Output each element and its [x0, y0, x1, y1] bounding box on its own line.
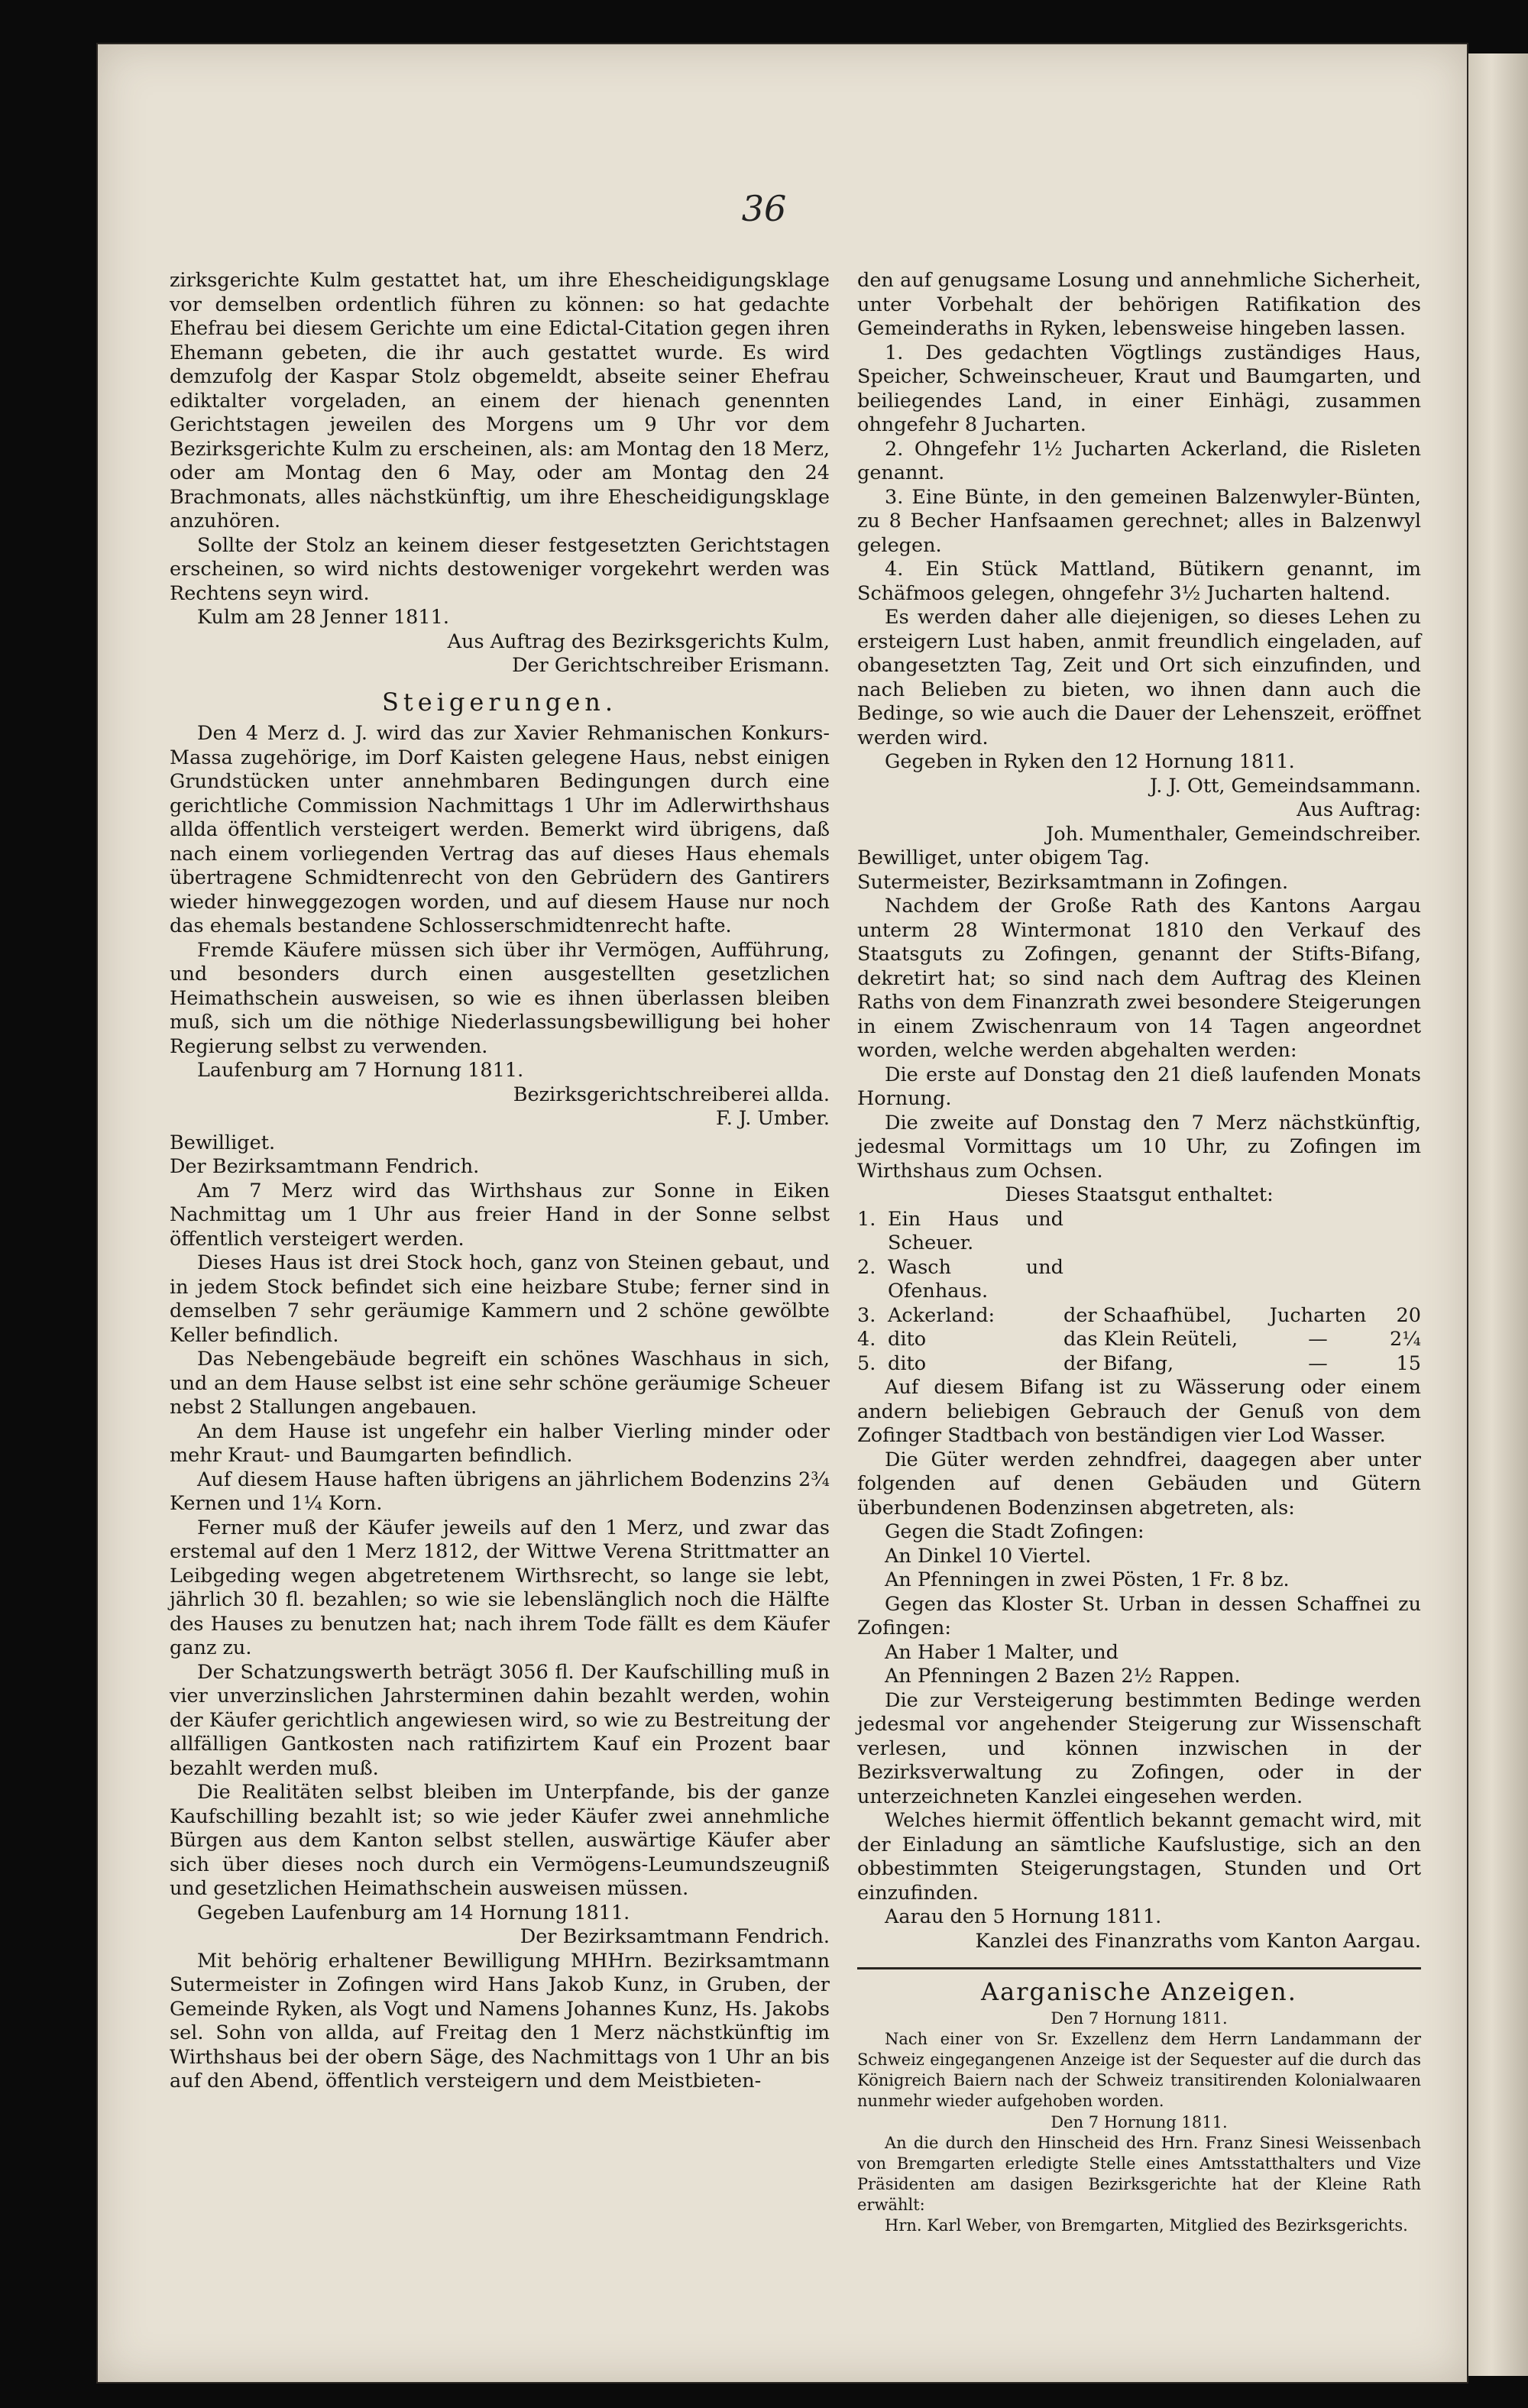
- paragraph: Der Gerichtschreiber Erismann.: [512, 654, 830, 677]
- announcement-date: Den 7 Hornung 1811.: [1050, 2008, 1228, 2028]
- paragraph: An Haber 1 Malter, und: [885, 1640, 1118, 1664]
- paragraph: Den 4 Merz d. J. wird das zur Xavier Rehmanischen Konkurs-Massa zugehörige, im Dorf Kaisten gelegene Haus, nebst einigen Grundstücken unter annehmbaren Bedingungen durch eine gerichtliche Commission Nachmittags 1 Uhr im Adlerwirthshaus allda öffentlich versteigert werden. Bemerkt wird übrigens, daß nach einem vorliegenden Vertrag das auf dieses Haus ehemals übertragene Schmidtenrecht von den Gebrüdern des Gantirers wieder hinweggezogen worden, und auf diesem Hause nur noch das ehemals bestandene Schlosserschmidtenrecht hafte.: [170, 722, 830, 937]
- paragraph: 3. Eine Bünte, in den gemeinen Balzenwyler-Bünten, zu 8 Becher Hanfsaamen gerechnet; alles in Balzenwyl gelegen.: [857, 485, 1421, 557]
- estate-item: [857, 1352, 1421, 1377]
- paragraph: zirksgerichte Kulm gestattet hat, um ihre Ehescheidigungsklage vor demselben ordentlich führen zu können: so hat gedachte Ehefrau bei diesem Gerichte um eine Edictal-Citation gegen ihren Ehemann gebeten, die ihr auch gestattet wurde. Es wird demzufolg der Kaspar Stolz obgemeldt, abseite seiner Ehefrau ediktalter vorgeladen, an einem der hienach genennten Gerichtstagen jeweilen des Morgens um 9 Uhr vor dem Bezirksgerichte Kulm zu erscheinen, als: am Montag den 18 Merz, oder am Montag den 6 May, oder am Montag den 24 Brachmonats, alles nächstkünftig, um ihre Ehescheidigungsklage anzuhören.: [170, 269, 830, 532]
- estate-item-c: [1268, 1208, 1368, 1256]
- estate-item: [857, 1304, 1421, 1329]
- left-column: [170, 269, 830, 2094]
- estate-item-b: [1063, 1256, 1268, 1304]
- estate-item-a: dito: [888, 1351, 927, 1375]
- estate-item-d: 20: [1396, 1303, 1421, 1327]
- paragraph: Das Nebengebäude begreift ein schönes Waschhaus in sich, und an dem Hause selbst ist eine sehr schöne geräumige Scheuer nebst 2 Stallungen angebauen.: [170, 1348, 830, 1419]
- paragraph: Die Güter werden zehndfrei, daagegen aber unter folgenden auf denen Gebäuden und Gütern überbundenen Bodenzinsen abgetreten, als:: [857, 1448, 1421, 1520]
- announcement-appointee: Hrn. Karl Weber, von Bremgarten, Mitglied des Bezirksgerichts.: [885, 2215, 1408, 2235]
- estate-item: [857, 1256, 1421, 1304]
- estate-item-c: —: [1308, 1351, 1328, 1375]
- estate-item-b: das Klein Reüteli,: [1063, 1328, 1238, 1351]
- page-number: 36: [741, 188, 787, 229]
- paragraph: Fremde Käufere müssen sich über ihr Vermögen, Aufführung, und besonders durch einen ausgestellten gesetzlichen Heimathschein ausweisen, so wie es ihnen überlassen bleiben muß, sich um die nöthige Niederlassungsbewilligung bei hoher Regierung selbst zu verwenden.: [170, 938, 830, 1058]
- estate-item-c: —: [1308, 1328, 1328, 1351]
- paragraph: Gegen das Kloster St. Urban in dessen Schaffnei zu Zofingen:: [857, 1592, 1421, 1639]
- paragraph: F. J. Umber.: [716, 1107, 830, 1130]
- estate-items-list: [857, 1208, 1421, 1377]
- paragraph: 4. Ein Stück Mattland, Bütikern genannt, im Schäfmoos gelegen, ohngefehr 3½ Jucharten haltend.: [857, 558, 1421, 605]
- paragraph: Sutermeister, Bezirksamtmann in Zofingen.: [857, 870, 1289, 894]
- paragraph: Sollte der Stolz an keinem dieser festgesetzten Gerichtstagen erscheinen, so wird nichts destoweniger vorgekehrt werden was Rechtens seyn wird.: [170, 533, 830, 605]
- estate-item-d: [1368, 1256, 1421, 1304]
- paragraph: An Pfenningen in zwei Pösten, 1 Fr. 8 bz.: [885, 1568, 1290, 1591]
- paragraph: Nachdem der Große Rath des Kantons Aargau unterm 28 Wintermonat 1810 den Verkauf des Staatsguts zu Zofingen, genannt der Stifts-Bifang, dekretirt hat; so sind nach dem Auftrag des Kleinen Raths von dem Finanzrath zwei besondere Steigerungen in einem Zwischenraum von 14 Tagen angeordnet worden, welche werden abgehalten werden:: [857, 895, 1421, 1062]
- paragraph: Bewilliget.: [170, 1131, 276, 1154]
- announcement-text: Nach einer von Sr. Exzellenz dem Herrn Landammann der Schweiz eingegangenen Anzeige ist der Sequester auf die durch das Königreich Baiern nach der Schweiz transitirenden Kolonialwaaren nunmehr wieder aufgehoben worden.: [857, 2029, 1421, 2110]
- estate-item-n: 4.: [857, 1328, 876, 1351]
- paragraph: Die zweite auf Donstag den 7 Merz nächstkünftig, jedesmal Vormittags um 10 Uhr, zu Zofingen im Wirthshaus zum Ochsen.: [857, 1111, 1421, 1183]
- estate-item: [857, 1328, 1421, 1352]
- paragraph: Der Bezirksamtmann Fendrich.: [520, 1925, 830, 1948]
- paragraph: Aus Auftrag des Bezirksgerichts Kulm,: [447, 630, 830, 653]
- paragraph: Joh. Mumenthaler, Gemeindschreiber.: [1046, 822, 1421, 846]
- paragraph: Ferner muß der Käufer jeweils auf den 1 Merz, und zwar das erstemal auf den 1 Merz 1812, der Wittwe Verena Strittmatter an Leibgeding wegen abgetretenem Wirthsrecht, so lange sie lebt, jährlich 30 fl. bezahlen; so wie sie lebenslänglich noch die Hälfte des Hauses zu benutzen hat; nach ihrem Tode fällt es dem Käufer ganz zu.: [170, 1516, 830, 1659]
- paragraph: Dieses Staatsgut enthaltet:: [1005, 1183, 1274, 1206]
- paragraph: Aarau den 5 Hornung 1811.: [885, 1905, 1162, 1928]
- estate-item-b: der Bifang,: [1063, 1351, 1174, 1375]
- estate-item-c: [1268, 1256, 1368, 1304]
- estate-item-a: Wasch und Ofenhaus.: [888, 1255, 1063, 1303]
- paragraph: Gegeben Laufenburg am 14 Hornung 1811.: [197, 1901, 630, 1924]
- paragraph: J. J. Ott, Gemeindsammann.: [1150, 774, 1421, 798]
- paragraph: Welches hiermit öffentlich bekannt gemacht wird, mit der Einladung an sämtliche Kaufslustige, sich an den obbestimmten Steigerungstagen, Stunden und Ort einzufinden.: [857, 1809, 1421, 1905]
- paragraph: 1. Des gedachten Vögtlings zuständiges Haus, Speicher, Schweinscheuer, Kraut und Baumgarten, und beiliegendes Land, in einer Einhägi, zusammen ohngefehr 8 Jucharten.: [857, 341, 1421, 436]
- paragraph: Der Schatzungswerth beträgt 3056 fl. Der Kaufschilling muß in vier unverzinslichen Jahrsterminen dahin bezahlt werden, wohin der Käufer gerichtlich angewiesen wird, so wie zu Bestreitung der allfälligen Gantkosten nach ratifizirtem Kauf ein Prozent baar bezahlt werden muß.: [170, 1660, 830, 1780]
- paragraph: Bewilliget, unter obigem Tag.: [857, 846, 1150, 869]
- paragraph: Die erste auf Donstag den 21 dieß laufenden Monats Hornung.: [857, 1063, 1421, 1110]
- right-column-notices-continued: [857, 1376, 1421, 1953]
- estate-item-c: Jucharten: [1269, 1303, 1367, 1327]
- estate-item-d: 15: [1396, 1351, 1421, 1375]
- right-column: [857, 269, 1421, 2236]
- estate-item-a: Ackerland:: [888, 1303, 995, 1327]
- paragraph: den auf genugsame Losung und annehmliche Sicherheit, unter Vorbehalt der behörigen Ratifikation des Gemeinderaths in Ryken, lebensweise hingeben lassen.: [857, 269, 1421, 340]
- paragraph: An dem Hause ist ungefehr ein halber Vierling minder oder mehr Kraut- und Baumgarten befindlich.: [170, 1419, 830, 1467]
- section-heading: Steigerungen.: [381, 687, 618, 717]
- estate-item-n: 3.: [857, 1303, 876, 1327]
- next-page-edge: [1467, 53, 1528, 2376]
- paragraph: Kulm am 28 Jenner 1811.: [197, 606, 449, 629]
- estate-item-d: 2¼: [1390, 1328, 1421, 1351]
- estate-item-b: [1063, 1208, 1268, 1256]
- paragraph: Der Bezirksamtmann Fendrich.: [170, 1155, 480, 1178]
- paragraph: Am 7 Merz wird das Wirthshaus zur Sonne in Eiken Nachmittag um 1 Uhr aus freier Hand in der Sonne selbst öffentlich versteigert werden.: [170, 1179, 830, 1251]
- paragraph: 2. Ohngefehr 1½ Jucharten Ackerland, die Risleten genannt.: [857, 437, 1421, 484]
- paragraph: Die Realitäten selbst bleiben im Unterpfande, bis der ganze Kaufschilling bezahlt ist; so wie jeder Käufer zwei annehmliche Bürgen aus dem Kanton selbst stellen, auswärtige Käufer aber sich über dieses noch durch ein Vermögens-Leumundszeugniß und gesetzlichen Heimathschein ausweisen müssen.: [170, 1781, 830, 1900]
- paragraph: Auf diesem Bifang ist zu Wässerung oder einem andern beliebigen Gebrauch der Genuß von dem Zofinger Stadtbach von beständigen vier Lod Wasser.: [857, 1376, 1421, 1447]
- paragraph: An Dinkel 10 Viertel.: [885, 1544, 1092, 1568]
- paragraph: Aus Auftrag:: [1297, 798, 1421, 821]
- paragraph: Gegen die Stadt Zofingen:: [885, 1520, 1144, 1543]
- paragraph: Gegeben in Ryken den 12 Hornung 1811.: [885, 750, 1295, 773]
- paragraph: Kanzlei des Finanzraths vom Kanton Aargau.: [975, 1929, 1421, 1953]
- estate-item: [857, 1208, 1421, 1256]
- estate-item-a: dito: [888, 1328, 927, 1351]
- estate-item-n: 1.: [857, 1207, 876, 1231]
- announcements-heading: Aarganische Anzeigen.: [981, 1977, 1297, 2006]
- estate-item-d: [1368, 1208, 1421, 1256]
- announcement-date: Den 7 Hornung 1811.: [1050, 2112, 1228, 2131]
- section-divider: [857, 1967, 1421, 1969]
- estate-item-n: 5.: [857, 1351, 876, 1375]
- paragraph: Auf diesem Hause haften übrigens an jährlichem Bodenzins 2¾ Kernen und 1¼ Korn.: [170, 1468, 830, 1515]
- paragraph: Die zur Versteigerung bestimmten Bedinge werden jedesmal vor angehender Steigerung zur Wissenschaft verlesen, und können inzwischen in der Bezirksverwaltung zu Zofingen, oder in der unterzeichneten Kanzlei eingesehen werden.: [857, 1688, 1421, 1808]
- paragraph: An Pfenningen 2 Bazen 2½ Rappen.: [885, 1665, 1241, 1688]
- right-column-notices: [857, 269, 1421, 1208]
- paragraph: Bezirksgerichtschreiberei allda.: [513, 1083, 830, 1106]
- estate-item-a: Ein Haus und Scheuer.: [888, 1207, 1063, 1254]
- paragraph: Laufenburg am 7 Hornung 1811.: [197, 1059, 524, 1082]
- estate-item-n: 2.: [857, 1255, 876, 1279]
- paragraph: Mit behörig erhaltener Bewilligung MHHrn. Bezirksamtmann Sutermeister in Zofingen wird Hans Jakob Kunz, in Gruben, der Gemeinde Ryken, als Vogt und Namens Johannes Kunz, Hs. Jakobs sel. Sohn von allda, auf Freitag den 1 Merz nächstkünftig im Wirthshaus bei der obern Säge, des Nachmittags von 1 Uhr an bis auf den Abend, öffentlich versteigern und dem Meistbieten-: [170, 1949, 830, 2092]
- paragraph: Dieses Haus ist drei Stock hoch, ganz von Steinen gebaut, und in jedem Stock befindet sich eine heizbare Stube; ferner sind in demselben 7 sehr geräumige Kammern und 2 schöne gewölbte Keller befindlich.: [170, 1251, 830, 1347]
- announcement-text: An die durch den Hinscheid des Hrn. Franz Sinesi Weissenbach von Bremgarten erledigte Stelle eines Amtsstatthalters und Vize Präsidenten am dasigen Bezirksgerichte hat der Kleine Rath erwählt:: [857, 2133, 1421, 2214]
- estate-item-b: der Schaafhübel,: [1063, 1303, 1232, 1327]
- paragraph: Es werden daher alle diejenigen, so dieses Lehen zu ersteigern Lust haben, anmit freundlich eingeladen, auf obangesetzten Tag, Zeit und Ort sich einzufinden, und nach Belieben zu bieten, wo ihnen dann auch die Bedinge, so wie auch die Dauer der Lehenszeit, eröffnet werden wird.: [857, 606, 1421, 749]
